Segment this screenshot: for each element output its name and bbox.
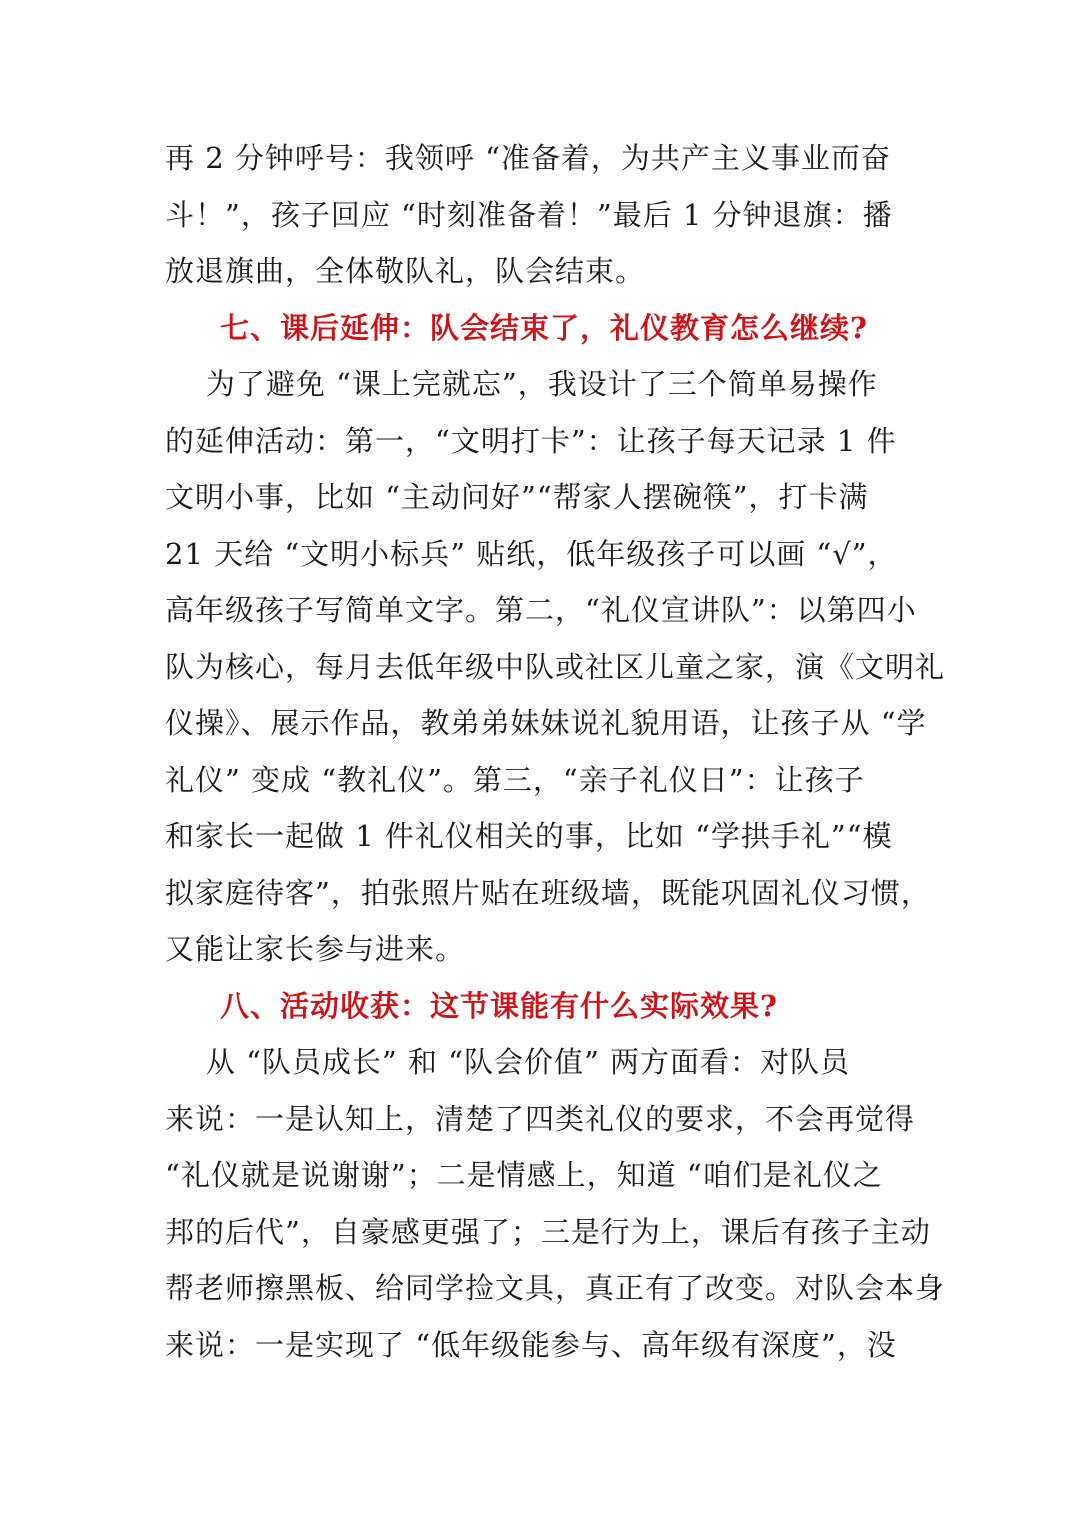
text: 仪操》、展示作品，教弟弟妹妹说礼貌用语，让孩子从 “学 bbox=[165, 706, 927, 740]
text: 的延伸活动：第一，“文明打卡”：让孩子每天记录 1 件 bbox=[165, 424, 897, 458]
text: 队为核心，每月去低年级中队或社区儿童之家，演《文明礼 bbox=[165, 650, 946, 684]
paragraph-line bbox=[165, 477, 925, 517]
text: 和家长一起做 1 件礼仪相关的事，比如 “学拱手礼”“模 bbox=[165, 819, 893, 853]
paragraph-line bbox=[165, 534, 925, 574]
paragraph-line bbox=[165, 703, 925, 743]
paragraph-line bbox=[165, 1099, 925, 1139]
text: 放退旗曲，全体敬队礼，队会结束。 bbox=[165, 254, 646, 288]
paragraph-line bbox=[165, 929, 925, 969]
paragraph-line bbox=[165, 873, 931, 913]
text: 邦的后代”，自豪感更强了；三是行为上，课后有孩子主动 bbox=[165, 1215, 931, 1249]
paragraph-line bbox=[165, 195, 925, 235]
paragraph-line bbox=[165, 364, 925, 404]
text: 拟家庭待客”，拍张照片贴在班级墙，既能巩固礼仪习惯， bbox=[165, 876, 931, 910]
text: 为了避免 “课上完就忘”，我设计了三个简单易操作 bbox=[165, 367, 878, 401]
paragraph-line bbox=[165, 1042, 925, 1082]
text: 再 2 分钟呼号：我领呼 “准备着，为共产主义事业而奋 bbox=[165, 141, 891, 175]
paragraph-line bbox=[165, 816, 925, 856]
text: 高年级孩子写简单文字。第二，“礼仪宣讲队”：以第四小 bbox=[165, 593, 917, 627]
text: 斗！”，孩子回应 “时刻准备着！”最后 1 分钟退旗：播 bbox=[165, 198, 893, 232]
section-heading-7: 七、课后延伸：队会结束了，礼仪教育怎么继续? bbox=[220, 311, 868, 345]
text: 帮老师擦黑板、给同学捡文具，真正有了改变。对队会本身 bbox=[165, 1271, 946, 1305]
text: 礼仪” 变成 “教礼仪”。第三，“亲子礼仪日”：让孩子 bbox=[165, 763, 865, 797]
text: 21 天给 “文明小标兵” 贴纸，低年级孩子可以画 “√”， bbox=[165, 537, 898, 571]
paragraph-line bbox=[165, 1268, 946, 1308]
text: 文明小事，比如 “主动问好”“帮家人摆碗筷”，打卡满 bbox=[165, 480, 869, 514]
paragraph-line bbox=[165, 421, 925, 461]
paragraph-line bbox=[165, 1155, 925, 1195]
section-heading-8: 八、活动收获：这节课能有什么实际效果? bbox=[220, 989, 778, 1023]
text: “礼仪就是说谢谢”；二是情感上，知道 “咱们是礼仪之 bbox=[165, 1158, 883, 1192]
paragraph-line bbox=[165, 1325, 925, 1365]
paragraph-line bbox=[165, 138, 925, 178]
text: 从 “队员成长” 和 “队会价值” 两方面看：对队员 bbox=[165, 1045, 851, 1079]
text: 来说：一是认知上，清楚了四类礼仪的要求，不会再觉得 bbox=[165, 1102, 916, 1136]
paragraph-line bbox=[165, 760, 925, 800]
text: 又能让家长参与进来。 bbox=[165, 932, 466, 966]
paragraph-line bbox=[165, 647, 946, 687]
paragraph-line bbox=[165, 1212, 931, 1252]
paragraph-line bbox=[165, 251, 925, 291]
text: 来说：一是实现了 “低年级能参与、高年级有深度”，没 bbox=[165, 1328, 897, 1362]
paragraph-line bbox=[165, 590, 925, 630]
